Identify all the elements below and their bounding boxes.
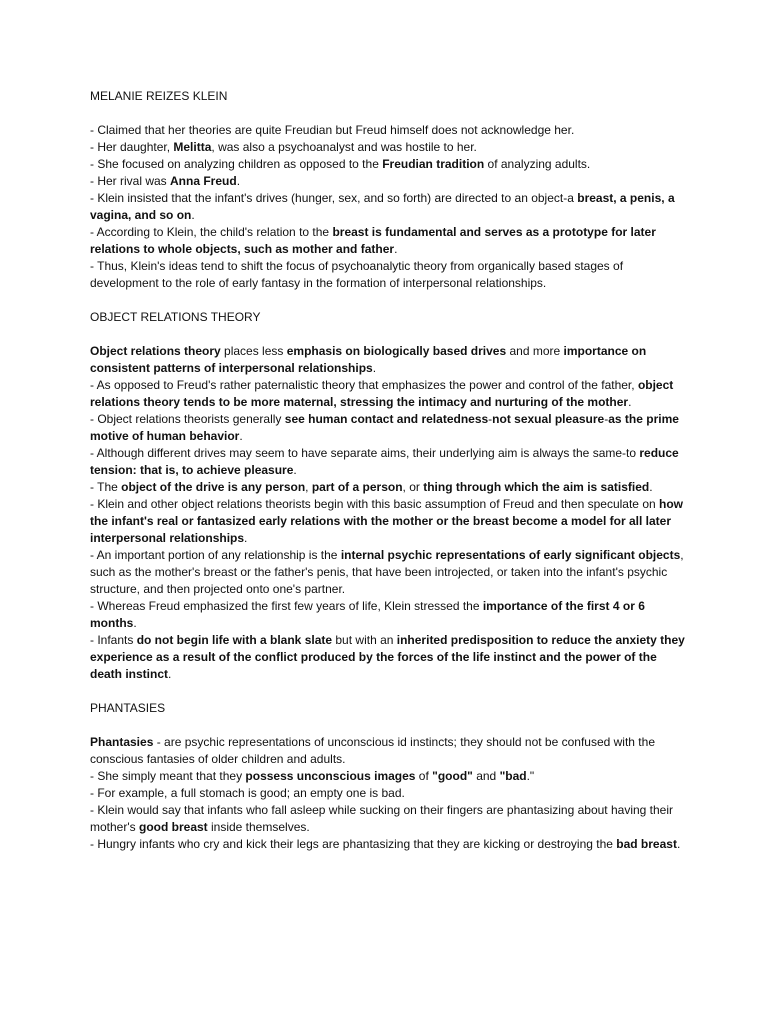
text-run: . bbox=[191, 208, 195, 222]
text-run: places less bbox=[220, 344, 287, 358]
text-run: and bbox=[472, 769, 500, 783]
bold-text: as the prime motive of human behavior bbox=[90, 412, 679, 443]
text-run: - For example, a full stomach is good; an empty one is bad. bbox=[90, 786, 405, 800]
bold-text: "bad bbox=[499, 769, 527, 783]
text-run: . bbox=[676, 837, 681, 851]
text-run: , such as the mother's breast or the father's penis, that have been introjected, or taken into the infant's psychic structure, and then projected onto one's partner. bbox=[90, 548, 684, 596]
paragraph bbox=[90, 377, 690, 411]
text-run: - bbox=[604, 412, 609, 426]
paragraph bbox=[90, 632, 690, 683]
text-run: - An important portion of any relationship is the bbox=[90, 548, 341, 562]
text-run: of bbox=[415, 769, 433, 783]
text-run: - She focused on analyzing children as opposed to the bbox=[90, 157, 383, 171]
paragraph bbox=[90, 258, 690, 292]
bold-text: internal psychic representations of early significant objects bbox=[340, 548, 681, 562]
bold-text: Object relations theory bbox=[90, 344, 221, 358]
spacer bbox=[90, 292, 690, 309]
text-run: . bbox=[394, 242, 398, 256]
text-run: . bbox=[372, 361, 377, 375]
text-run: of analyzing adults. bbox=[484, 157, 591, 171]
text-run: - According to Klein, the child's relation to the bbox=[90, 225, 333, 239]
text-run: - Infants bbox=[90, 633, 137, 647]
text-run: - Her daughter, bbox=[90, 140, 174, 154]
bold-text: Anna Freud bbox=[170, 174, 237, 188]
bold-text: reduce tension: that is, to achieve pleasure bbox=[90, 446, 679, 477]
paragraph bbox=[90, 836, 690, 853]
bold-text: thing through which the aim is satisfied bbox=[423, 480, 650, 494]
text-run: - Hungry infants who cry and kick their legs are phantasizing that they are kicking or destroying the bbox=[90, 837, 617, 851]
text-run: - Thus, Klein's ideas tend to shift the focus of psychoanalytic theory from organically based stages of development to the role of early fantasy in the formation of interpersonal relationships. bbox=[90, 259, 624, 290]
text-run: - Klein would say that infants who fall asleep while sucking on their fingers are phantasizing about having their mother's bbox=[90, 803, 674, 834]
text-run: , bbox=[305, 480, 312, 494]
bold-text: breast is fundamental and serves as a prototype for later relations to whole objects, such as mother and father bbox=[90, 225, 656, 256]
bold-text: how the infant's real or fantasized early relations with the mother or the breast become a model for all later interpersonal relationships bbox=[90, 497, 683, 545]
text-run: . bbox=[236, 174, 241, 188]
paragraph bbox=[90, 785, 690, 802]
section-object-relations-theory bbox=[90, 309, 690, 683]
text-run: and more bbox=[506, 344, 564, 358]
bold-text: bad breast bbox=[616, 837, 677, 851]
text-run: - As opposed to Freud's rather paternalistic theory that emphasizes the power and control of the father, bbox=[90, 378, 638, 392]
text-run: inside themselves. bbox=[207, 820, 310, 834]
paragraph bbox=[90, 768, 690, 785]
spacer bbox=[90, 105, 690, 122]
section-heading: PHANTASIES bbox=[90, 701, 166, 715]
spacer bbox=[90, 683, 690, 700]
text-run: - Her rival was bbox=[90, 174, 171, 188]
text-run: - Klein insisted that the infant's drives (hunger, sex, and so forth) are directed to an object-a bbox=[90, 191, 578, 205]
paragraph bbox=[90, 445, 690, 479]
text-run: . bbox=[244, 531, 248, 545]
bold-text: Freudian tradition bbox=[382, 157, 485, 171]
text-run: - The bbox=[90, 480, 122, 494]
paragraph bbox=[90, 598, 690, 632]
bold-text: object relations theory tends to be more maternal, stressing the intimacy and nurturing of the mother bbox=[90, 378, 674, 409]
bold-text: emphasis on biologically based drives bbox=[286, 344, 507, 358]
paragraph bbox=[90, 496, 690, 547]
text-run: - are psychic representations of unconscious id instincts; they should not be confused with the conscious fantasies of older children and adults. bbox=[90, 735, 655, 766]
section-phantasies bbox=[90, 700, 690, 853]
bold-text: importance of the first 4 or 6 months bbox=[90, 599, 645, 630]
section-melanie-klein bbox=[90, 88, 690, 292]
text-run: - She simply meant that they bbox=[90, 769, 246, 783]
text-run: - bbox=[488, 412, 493, 426]
bold-text: "good" bbox=[432, 769, 473, 783]
text-run: but with an bbox=[332, 633, 397, 647]
paragraph bbox=[90, 734, 690, 768]
text-run: . bbox=[293, 463, 297, 477]
paragraph bbox=[90, 156, 690, 173]
text-run: - Claimed that her theories are quite Freudian but Freud himself does not acknowledge her. bbox=[90, 123, 575, 137]
text-run: , or bbox=[402, 480, 424, 494]
paragraph bbox=[90, 479, 690, 496]
spacer bbox=[90, 326, 690, 343]
text-run: - Whereas Freud emphasized the first few years of life, Klein stressed the bbox=[90, 599, 483, 613]
bold-text: do not begin life with a blank slate bbox=[136, 633, 333, 647]
paragraph bbox=[90, 411, 690, 445]
text-run: ." bbox=[526, 769, 535, 783]
bold-text: importance on consistent patterns of interpersonal relationships bbox=[90, 344, 647, 375]
bold-text: possess unconscious images bbox=[245, 769, 416, 783]
text-run: . bbox=[168, 667, 172, 681]
bold-text: part of a person bbox=[311, 480, 403, 494]
text-run: - Klein and other object relations theorists begin with this basic assumption of Freud and then speculate on bbox=[90, 497, 659, 511]
paragraph bbox=[90, 122, 690, 139]
paragraph bbox=[90, 139, 690, 156]
bold-text: inherited predisposition to reduce the anxiety they experience as a result of the conflict produced by the forces of the life instinct and the power of the death instinct bbox=[90, 633, 685, 681]
section-heading: OBJECT RELATIONS THEORY bbox=[90, 310, 261, 324]
document-page bbox=[90, 88, 690, 853]
paragraph bbox=[90, 547, 690, 598]
text-run: , was also a psychoanalyst and was hostile to her. bbox=[211, 140, 477, 154]
spacer bbox=[90, 717, 690, 734]
bold-text: Phantasies bbox=[90, 735, 154, 749]
paragraph bbox=[90, 224, 690, 258]
bold-text: not sexual pleasure bbox=[492, 412, 605, 426]
paragraph bbox=[90, 343, 690, 377]
text-run: . bbox=[649, 480, 653, 494]
text-run: - Object relations theorists generally bbox=[90, 412, 285, 426]
bold-text: see human contact and relatedness bbox=[284, 412, 489, 426]
bold-text: breast, a penis, a vagina, and so on bbox=[90, 191, 675, 222]
paragraph bbox=[90, 173, 690, 190]
text-run: . bbox=[239, 429, 243, 443]
section-heading: MELANIE REIZES KLEIN bbox=[90, 89, 228, 103]
bold-text: Melitta bbox=[173, 140, 212, 154]
text-run: . bbox=[628, 395, 632, 409]
bold-text: object of the drive is any person bbox=[121, 480, 306, 494]
paragraph bbox=[90, 802, 690, 836]
bold-text: good breast bbox=[138, 820, 208, 834]
text-run: . bbox=[133, 616, 137, 630]
text-run: - Although different drives may seem to have separate aims, their underlying aim is always the same-to bbox=[90, 446, 640, 460]
paragraph bbox=[90, 190, 690, 224]
